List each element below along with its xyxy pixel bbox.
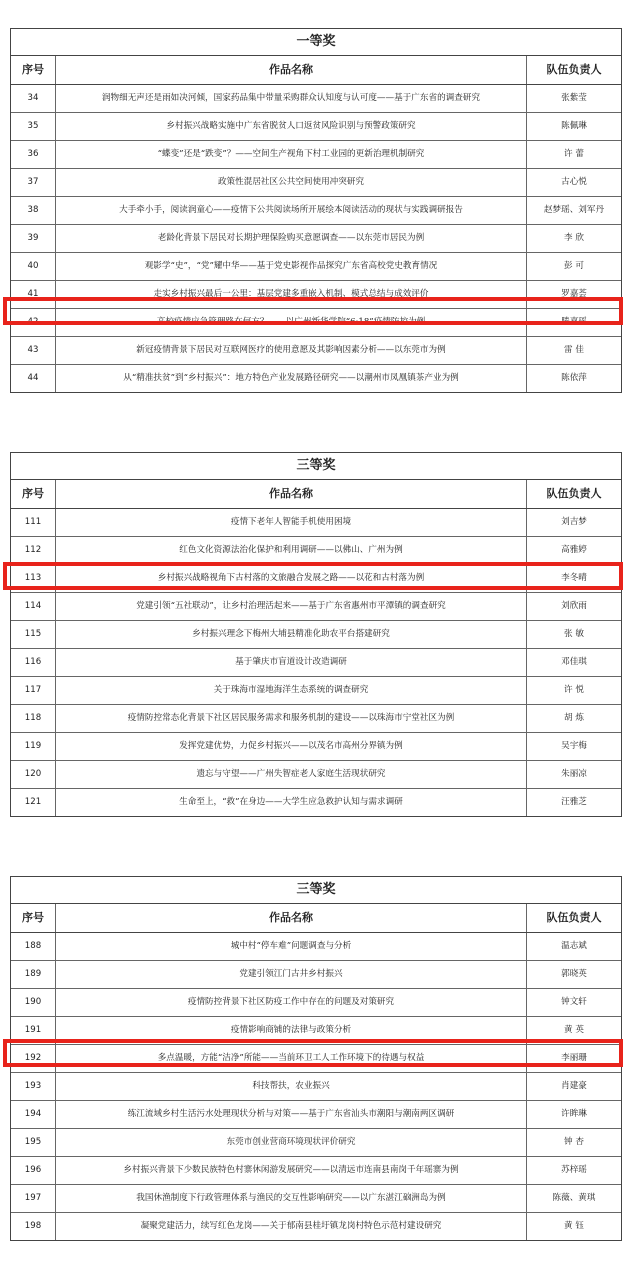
row-team-leader: 赵梦瑶、刘军丹 — [543, 205, 605, 215]
row-team-leader: 黄 钰 — [564, 1221, 584, 1231]
row-project-name: 观影学“史”，“党”耀中华——基于党史影视作品探究广东省高校党史教育情况 — [56, 253, 527, 280]
header-no: 序号 — [11, 904, 56, 932]
row-team-leader: 张紫莹 — [561, 93, 587, 103]
row-team-leader: 许 悦 — [564, 685, 584, 695]
row-team-leader: 刘吉梦 — [561, 517, 587, 527]
row-no: 192 — [11, 1045, 56, 1072]
row-project-name: 科技帮扶，农业振兴 — [56, 1073, 527, 1100]
header-no: 序号 — [11, 56, 56, 84]
row-no: 36 — [11, 141, 56, 168]
award-table-1 — [10, 28, 622, 393]
table-row — [11, 933, 621, 961]
row-project-name: 多点温暖，方能“洁净”所能——当前环卫工人工作环境下的待遇与权益 — [56, 1045, 527, 1072]
row-no: 115 — [11, 621, 56, 648]
row-team-leader: 苏梓瑶 — [561, 1165, 587, 1175]
row-team-leader: 许 蕾 — [564, 149, 584, 159]
row-project-name: 党建引领“五社联动”，让乡村治理活起来——基于广东省惠州市平潭镇的调查研究 — [56, 593, 527, 620]
table-row — [11, 733, 621, 761]
row-project-name: 我国休渔制度下行政管理体系与渔民的交互性影响研究——以广东湛江硇洲岛为例 — [56, 1185, 527, 1212]
row-project-name: 党建引领江门古井乡村振兴 — [56, 961, 527, 988]
row-no: 114 — [11, 593, 56, 620]
table-row — [11, 197, 621, 225]
row-no: 189 — [11, 961, 56, 988]
table-row — [11, 253, 621, 281]
header-no: 序号 — [11, 480, 56, 508]
row-no: 191 — [11, 1017, 56, 1044]
row-team-leader: 李冬晴 — [561, 573, 587, 583]
row-project-name: “蝶变”还是“跌变”？——空间生产视角下村工业园的更新治理机制研究 — [56, 141, 527, 168]
row-project-name: 政策性混居社区公共空间使用冲突研究 — [56, 169, 527, 196]
row-team-leader: 肖建豪 — [561, 1081, 587, 1091]
row-team-leader: 李丽珊 — [561, 1053, 587, 1063]
row-no: 113 — [11, 565, 56, 592]
table-row — [11, 169, 621, 197]
row-no: 38 — [11, 197, 56, 224]
row-project-name: 乡村振兴战略实施中广东省脱贫人口返贫风险识别与预警政策研究 — [56, 113, 527, 140]
table-row — [11, 337, 621, 365]
row-team-leader: 李 欣 — [564, 233, 584, 243]
table-row — [11, 113, 621, 141]
row-project-name: 东莞市创业营商环境现状评价研究 — [56, 1129, 527, 1156]
table-row — [11, 365, 621, 392]
row-project-name: 高校疫情应急管理路在何方？——以广州新华学院“6·18”疫情防控为例 — [56, 309, 527, 336]
table-header — [11, 56, 621, 85]
row-project-name: 疫情防控常态化背景下社区居民服务需求和服务机制的建设——以珠海市宁堂社区为例 — [56, 705, 527, 732]
row-project-name: 从“精准扶贫”到“乡村振兴”：地方特色产业发展路径研究——以潮州市凤凰镇茶产业为例 — [56, 365, 527, 392]
table-row — [11, 593, 621, 621]
table-row — [11, 761, 621, 789]
row-no: 111 — [11, 509, 56, 536]
row-no: 118 — [11, 705, 56, 732]
row-project-name: 乡村振兴战略视角下古村落的文旅融合发展之路——以花和古村落为例 — [56, 565, 527, 592]
row-team-leader: 彭 可 — [564, 261, 584, 271]
row-project-name: 生命至上，“救”在身边——大学生应急救护认知与需求调研 — [56, 789, 527, 816]
row-team-leader: 刘欣雨 — [561, 601, 587, 611]
row-project-name: 城中村“停车难”问题调查与分析 — [56, 933, 527, 960]
row-no: 120 — [11, 761, 56, 788]
row-team-leader: 钟 杏 — [564, 1137, 584, 1147]
highlight-box-row-113 — [3, 562, 623, 590]
row-no: 37 — [11, 169, 56, 196]
table-row — [11, 141, 621, 169]
table-row — [11, 1129, 621, 1157]
award-level-title: 三等奖 — [11, 453, 621, 480]
header-name: 作品名称 — [56, 56, 527, 84]
row-no: 190 — [11, 989, 56, 1016]
row-team-leader: 吴宇梅 — [561, 741, 587, 751]
row-no: 197 — [11, 1185, 56, 1212]
row-project-name: 大手牵小手，阅读润童心——疫情下公共阅读场所开展绘本阅读活动的现状与实践调研报告 — [56, 197, 527, 224]
row-project-name: 发挥党建优势，力促乡村振兴——以茂名市高州分界镇为例 — [56, 733, 527, 760]
header-leader: 队伍负责人 — [546, 63, 602, 76]
row-no: 44 — [11, 365, 56, 392]
highlight-box-row-42 — [3, 297, 623, 325]
table-row — [11, 705, 621, 733]
row-team-leader: 钟文轩 — [561, 997, 587, 1007]
table-row — [11, 621, 621, 649]
row-team-leader: 邓佳琪 — [561, 657, 587, 667]
row-team-leader: 滕嘉瑶 — [561, 317, 587, 327]
row-no: 34 — [11, 85, 56, 112]
row-no: 119 — [11, 733, 56, 760]
row-team-leader: 陈依萍 — [561, 373, 587, 383]
row-team-leader: 高雅婷 — [561, 545, 587, 555]
row-no: 40 — [11, 253, 56, 280]
header-name: 作品名称 — [56, 904, 527, 932]
row-project-name: 红色文化资源法治化保护和利用调研——以佛山、广州为例 — [56, 537, 527, 564]
row-no: 39 — [11, 225, 56, 252]
table-row — [11, 85, 621, 113]
award-level-title: 一等奖 — [11, 29, 621, 56]
row-no: 35 — [11, 113, 56, 140]
row-no: 194 — [11, 1101, 56, 1128]
row-team-leader: 汪雅芝 — [561, 797, 587, 807]
row-team-leader: 黄 英 — [564, 1025, 584, 1035]
row-project-name: 基于肇庆市盲道设计改造调研 — [56, 649, 527, 676]
row-no: 195 — [11, 1129, 56, 1156]
header-leader: 队伍负责人 — [546, 487, 602, 500]
table-header — [11, 480, 621, 509]
row-no: 42 — [11, 309, 56, 336]
row-no: 121 — [11, 789, 56, 816]
row-team-leader: 古心悦 — [561, 177, 587, 187]
table-row — [11, 1213, 621, 1240]
table-row — [11, 1185, 621, 1213]
row-project-name: 润物细无声还是雨如决河倾，国家药品集中带量采购群众认知度与认可度——基于广东省的调查研究 — [56, 85, 527, 112]
table-row — [11, 961, 621, 989]
row-team-leader: 许眸琳 — [561, 1109, 587, 1119]
row-team-leader: 朱丽凉 — [561, 769, 587, 779]
row-team-leader: 雷 佳 — [564, 345, 584, 355]
row-project-name: 新冠疫情背景下居民对互联网医疗的使用意愿及其影响因素分析——以东莞市为例 — [56, 337, 527, 364]
row-project-name: 疫情影响商铺的法律与政策分析 — [56, 1017, 527, 1044]
row-team-leader: 陈薇、黄琪 — [552, 1193, 596, 1203]
row-project-name: 走实乡村振兴最后一公里：基层党建多重嵌入机制、模式总结与成效评价 — [56, 281, 527, 308]
row-team-leader: 陈佩琳 — [561, 121, 587, 131]
row-project-name: 遗忘与守望——广州失智症老人家庭生活现状研究 — [56, 761, 527, 788]
table-row — [11, 649, 621, 677]
table-row — [11, 677, 621, 705]
row-no: 196 — [11, 1157, 56, 1184]
table-row — [11, 789, 621, 816]
row-no: 188 — [11, 933, 56, 960]
award-table-2 — [10, 452, 622, 817]
row-no: 43 — [11, 337, 56, 364]
row-project-name: 乡村振兴背景下少数民族特色村寨休闲游发展研究——以清远市连南县南岗千年瑶寨为例 — [56, 1157, 527, 1184]
row-no: 41 — [11, 281, 56, 308]
award-level-title: 三等奖 — [11, 877, 621, 904]
table-row — [11, 537, 621, 565]
row-team-leader: 温志斌 — [561, 941, 587, 951]
row-project-name: 老龄化背景下居民对长期护理保险购买意愿调查——以东莞市居民为例 — [56, 225, 527, 252]
row-project-name: 关于珠海市湿地海洋生态系统的调查研究 — [56, 677, 527, 704]
highlight-box-row-192 — [3, 1039, 623, 1067]
table-row — [11, 1157, 621, 1185]
row-project-name: 练江流域乡村生活污水处理现状分析与对策——基于广东省汕头市潮阳与潮南两区调研 — [56, 1101, 527, 1128]
row-team-leader: 胡 炼 — [564, 713, 584, 723]
row-team-leader: 张 敏 — [564, 629, 584, 639]
row-project-name: 乡村振兴理念下梅州大埔县精准化助农平台搭建研究 — [56, 621, 527, 648]
row-no: 116 — [11, 649, 56, 676]
table-row — [11, 1101, 621, 1129]
row-no: 117 — [11, 677, 56, 704]
row-team-leader: 罗嘉荟 — [561, 289, 587, 299]
row-no: 193 — [11, 1073, 56, 1100]
row-project-name: 疫情下老年人智能手机使用困境 — [56, 509, 527, 536]
table-row — [11, 989, 621, 1017]
header-name: 作品名称 — [56, 480, 527, 508]
row-no: 198 — [11, 1213, 56, 1240]
table-header — [11, 904, 621, 933]
row-no: 112 — [11, 537, 56, 564]
row-project-name: 凝聚党建活力，续写红色龙岗——关于郁南县桂圩镇龙岗村特色示范村建设研究 — [56, 1213, 527, 1240]
table-row — [11, 1073, 621, 1101]
row-team-leader: 郭晓英 — [561, 969, 587, 979]
header-leader: 队伍负责人 — [546, 911, 602, 924]
table-row — [11, 225, 621, 253]
row-project-name: 疫情防控背景下社区防疫工作中存在的问题及对策研究 — [56, 989, 527, 1016]
table-row — [11, 509, 621, 537]
